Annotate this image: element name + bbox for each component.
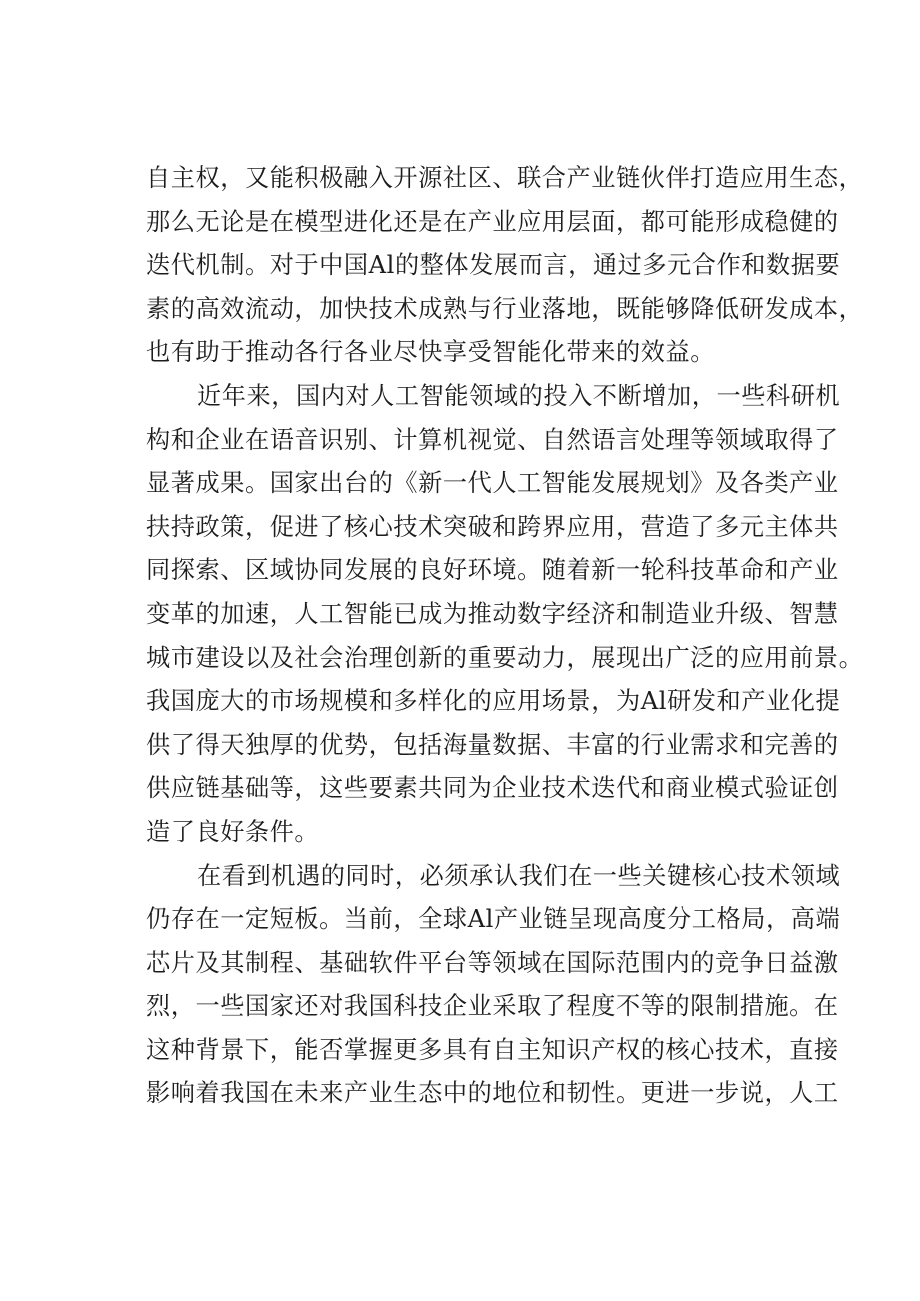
text-line: 同探索、区域协同发展的良好环境。随着新一轮科技革命和产业 <box>146 556 839 585</box>
text-line: 自主权，又能积极融入开源社区、联合产业链伙伴打造应用生态， <box>146 164 864 192</box>
text-line: 也有助于推动各行各业尽快享受智能化带来的效益。 <box>146 338 715 367</box>
paragraph <box>146 375 864 855</box>
text-line: 影响着我国在未来产业生态中的地位和韧性。更进一步说，人工 <box>146 1079 839 1108</box>
text-line: 扶持政策，促进了核心技术突破和跨界应用，营造了多元主体共 <box>146 512 839 541</box>
text-line: 这种背景下，能否掌握更多具有自主知识产权的核心技术，直接 <box>146 1035 839 1064</box>
text-line: 我国庞大的市场规模和多样化的应用场景，为Al研发和产业化提 <box>146 687 841 716</box>
text-line: 芯片及其制程、基础软件平台等领域在国际范围内的竞争日益激 <box>146 948 839 977</box>
paragraph <box>146 157 864 375</box>
text-line: 造了良好条件。 <box>146 817 320 846</box>
paragraph <box>146 855 841 1117</box>
text-line: 城市建设以及社会治理创新的重要动力，展现出广泛的应用前景。 <box>146 643 864 672</box>
text-line: 素的高效流动，加快技术成熟与行业落地，既能够降低研发成本， <box>146 294 864 323</box>
text-line: 那么无论是在模型进化还是在产业应用层面，都可能形成稳健的 <box>146 207 839 236</box>
document-body <box>146 157 864 1116</box>
text-line: 供了得天独厚的优势，包括海量数据、丰富的行业需求和完善的 <box>146 730 839 759</box>
text-line: 显著成果。国家出台的《新一代人工智能发展规划》及各类产业 <box>146 469 839 498</box>
text-line: 变革的加速，人工智能已成为推动数字经济和制造业升级、智慧 <box>146 599 839 628</box>
text-line: 供应链基础等，这些要素共同为企业技术迭代和商业模式验证创 <box>146 774 839 803</box>
text-line: 烈，一些国家还对我国科技企业采取了程度不等的限制措施。在 <box>146 992 839 1021</box>
text-line: 近年来，国内对人工智能领域的投入不断增加，一些科研机 <box>197 381 841 410</box>
text-line: 仍存在一定短板。当前，全球Al产业链呈现高度分工格局，高端 <box>146 905 841 934</box>
text-line: 迭代机制。对于中国Al的整体发展而言，通过多元合作和数据要 <box>146 251 841 280</box>
text-line: 在看到机遇的同时，必须承认我们在一些关键核心技术领域 <box>197 861 841 890</box>
text-line: 构和企业在语音识别、计算机视觉、自然语言处理等领域取得了 <box>146 425 839 454</box>
